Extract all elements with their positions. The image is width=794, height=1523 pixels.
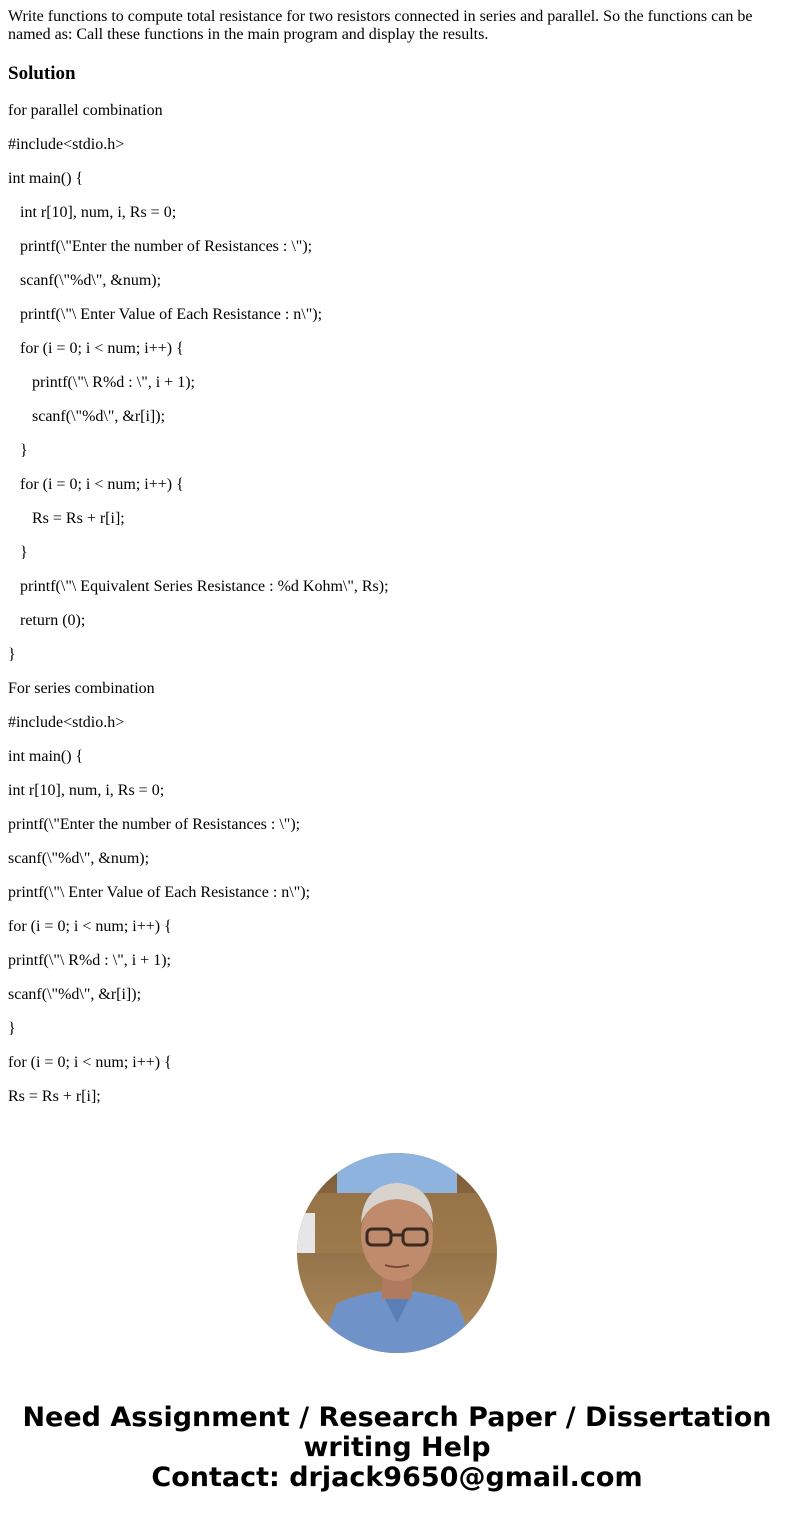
banner-line-1: Need Assignment / Research Paper / Dissertation: [22, 1402, 772, 1433]
code-line: for (i = 0; i < num; i++) {: [8, 1054, 172, 1071]
code-line: printf(\"Enter the number of Resistances : \");: [20, 238, 313, 255]
document-body: [8, 8, 786, 1122]
question-text: Write functions to compute total resistance for two resistors connected in series and parallel. So the functions can be named as: Call these functions in the main program and display the results.: [8, 8, 753, 43]
code-line: int r[10], num, i, Rs = 0;: [20, 204, 177, 221]
banner-contact: Contact: drjack9650@gmail.com: [151, 1462, 643, 1493]
code-line: printf(\"\ R%d : \", i + 1);: [32, 374, 195, 391]
code-line: scanf(\"%d\", &num);: [8, 850, 150, 867]
code-line: #include<stdio.h>: [8, 136, 125, 153]
code-line: for (i = 0; i < num; i++) {: [20, 340, 184, 357]
code-line: Rs = Rs + r[i];: [32, 510, 125, 527]
code-line: for parallel combination: [8, 102, 163, 119]
code-line: printf(\"Enter the number of Resistances : \");: [8, 816, 301, 833]
code-line: int main() {: [8, 170, 84, 187]
solution-lines: [8, 102, 786, 1122]
code-line: }: [8, 646, 16, 663]
code-line: #include<stdio.h>: [8, 714, 125, 731]
code-line: return (0);: [20, 612, 86, 629]
code-line: for (i = 0; i < num; i++) {: [20, 476, 184, 493]
author-avatar: [297, 1153, 497, 1353]
code-line: for (i = 0; i < num; i++) {: [8, 918, 172, 935]
code-line: printf(\"\ Equivalent Series Resistance : %d Kohm\", Rs);: [20, 578, 389, 595]
code-line: printf(\"\ R%d : \", i + 1);: [8, 952, 171, 969]
code-line: scanf(\"%d\", &num);: [20, 272, 162, 289]
code-line: printf(\"\ Enter Value of Each Resistance : n\");: [20, 306, 323, 323]
parallel-section: [8, 102, 786, 680]
code-line: scanf(\"%d\", &r[i]);: [8, 986, 142, 1003]
code-line: }: [8, 1020, 16, 1037]
contact-banner: [0, 1403, 794, 1493]
avatar-photo-icon: [297, 1153, 497, 1353]
code-line: Rs = Rs + r[i];: [8, 1088, 101, 1105]
code-line: int r[10], num, i, Rs = 0;: [8, 782, 165, 799]
code-line: int main() {: [8, 748, 84, 765]
code-line: printf(\"\ Enter Value of Each Resistance : n\");: [8, 884, 311, 901]
code-line: }: [20, 442, 28, 459]
banner-line-2: writing Help: [303, 1432, 491, 1463]
solution-heading: Solution: [8, 63, 76, 84]
code-line: For series combination: [8, 680, 155, 697]
code-line: }: [20, 544, 28, 561]
series-section: [8, 680, 786, 1122]
code-line: scanf(\"%d\", &r[i]);: [32, 408, 166, 425]
